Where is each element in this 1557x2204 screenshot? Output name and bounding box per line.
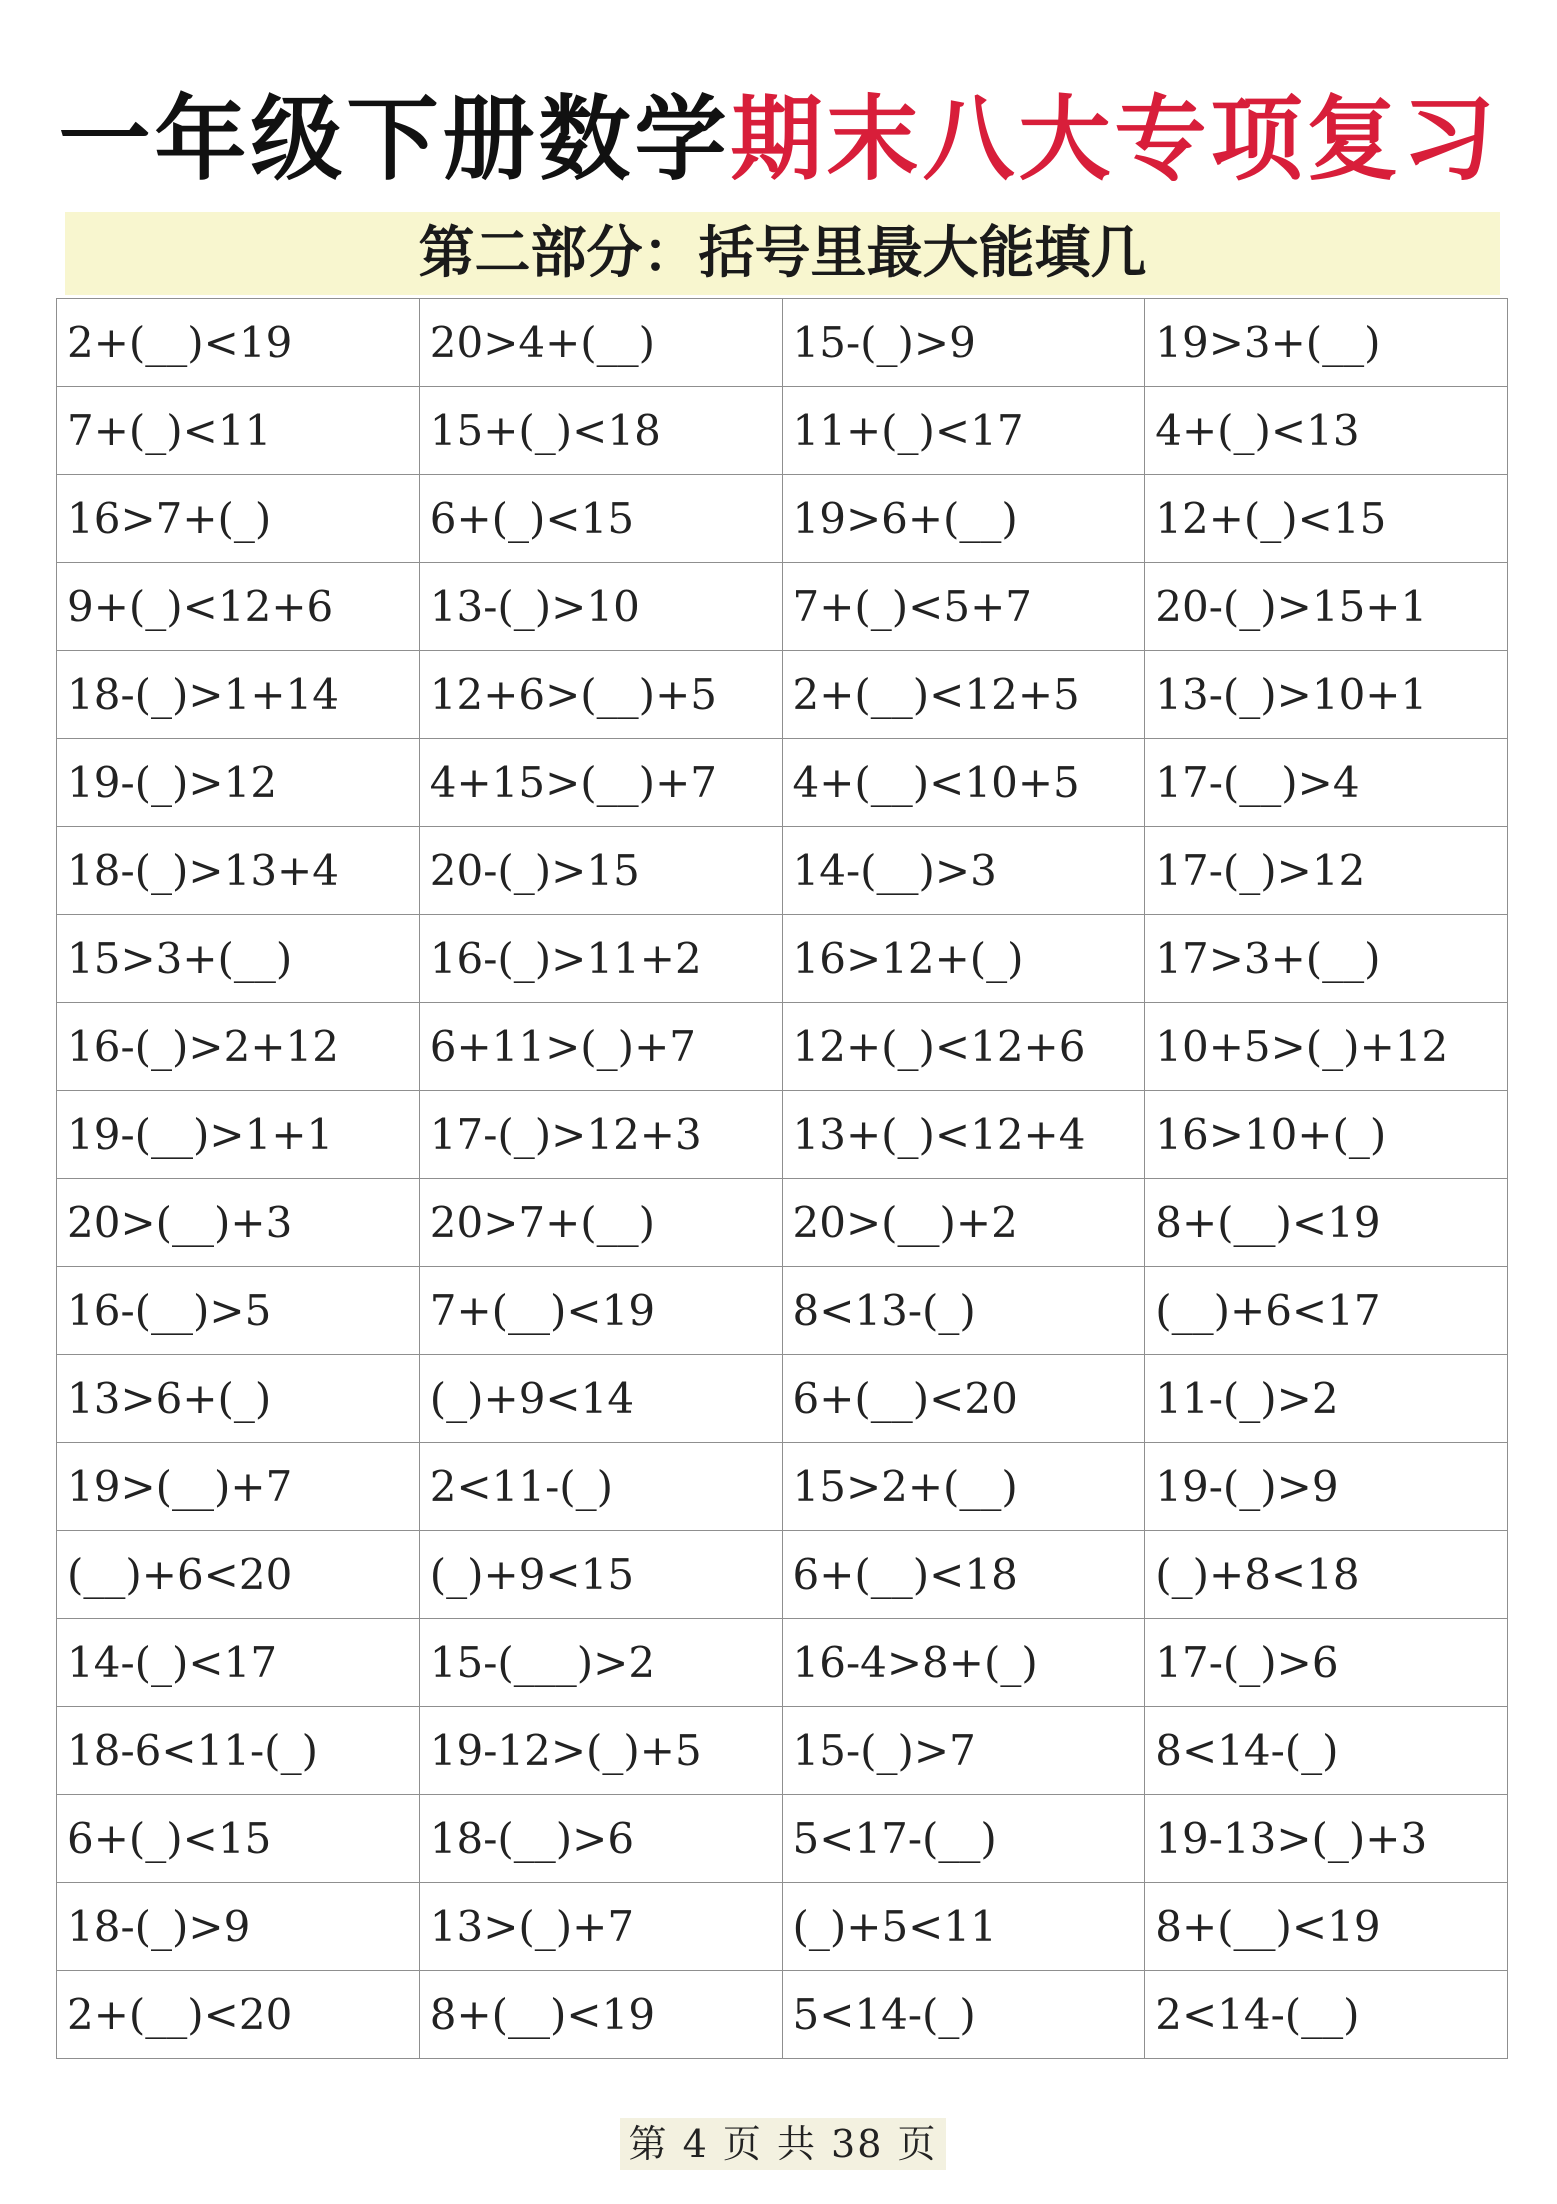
exercise-cell: 17-(_)>12+3	[419, 1091, 782, 1179]
exercise-cell: (_)+9<15	[419, 1531, 782, 1619]
exercise-cell: 20-(_)>15	[419, 827, 782, 915]
exercise-cell: 16-(_)>2+12	[57, 1003, 420, 1091]
exercise-cell: 6+(__)<18	[782, 1531, 1145, 1619]
exercise-cell: 17>3+(__)	[1145, 915, 1508, 1003]
exercise-cell: (_)+8<18	[1145, 1531, 1508, 1619]
exercise-cell: 8+(__)<19	[1145, 1179, 1508, 1267]
exercise-cell: 15>3+(__)	[57, 915, 420, 1003]
table-row	[57, 739, 1508, 827]
table-row	[57, 1707, 1508, 1795]
exercise-cell: 18-(_)>1+14	[57, 651, 420, 739]
exercise-cell: 4+15>(__)+7	[419, 739, 782, 827]
table-row	[57, 915, 1508, 1003]
exercise-cell: 11-(_)>2	[1145, 1355, 1508, 1443]
exercise-cell: 7+(_)<11	[57, 387, 420, 475]
exercise-cell: 12+(_)<15	[1145, 475, 1508, 563]
exercise-cell: 2+(__)<19	[57, 299, 420, 387]
exercise-cell: 20>4+(__)	[419, 299, 782, 387]
exercise-cell: 6+(_)<15	[419, 475, 782, 563]
exercise-cell: 20>(__)+3	[57, 1179, 420, 1267]
exercise-cell: 8<14-(_)	[1145, 1707, 1508, 1795]
exercise-cell: 8<13-(_)	[782, 1267, 1145, 1355]
exercise-cell: 13+(_)<12+4	[782, 1091, 1145, 1179]
exercise-cell: 19>6+(__)	[782, 475, 1145, 563]
exercise-cell: 15>2+(__)	[782, 1443, 1145, 1531]
table-row	[57, 563, 1508, 651]
exercise-cell: 16-4>8+(_)	[782, 1619, 1145, 1707]
table-row	[57, 387, 1508, 475]
exercise-cell: 16>7+(_)	[57, 475, 420, 563]
exercise-cell: 8+(__)<19	[419, 1971, 782, 2059]
exercise-cell: 16>12+(_)	[782, 915, 1145, 1003]
exercise-cell: 16>10+(_)	[1145, 1091, 1508, 1179]
exercise-cell: 18-(__)>6	[419, 1795, 782, 1883]
exercise-cell: (_)+9<14	[419, 1355, 782, 1443]
exercise-cell: 16-(_)>11+2	[419, 915, 782, 1003]
exercise-cell: 18-(_)>9	[57, 1883, 420, 1971]
exercise-cell: 14-(_)<17	[57, 1619, 420, 1707]
exercise-cell: 13>6+(_)	[57, 1355, 420, 1443]
exercise-cell: (__)+6<17	[1145, 1267, 1508, 1355]
exercise-cell: 6+(__)<20	[782, 1355, 1145, 1443]
exercise-cell: 13>(_)+7	[419, 1883, 782, 1971]
table-row	[57, 1355, 1508, 1443]
table-row	[57, 651, 1508, 739]
exercise-cell: 7+(_)<5+7	[782, 563, 1145, 651]
exercise-cell: 11+(_)<17	[782, 387, 1145, 475]
table-row	[57, 1179, 1508, 1267]
exercise-cell: (_)+5<11	[782, 1883, 1145, 1971]
table-row	[57, 827, 1508, 915]
table-row	[57, 1619, 1508, 1707]
exercise-cell: 15-(___)>2	[419, 1619, 782, 1707]
table-row	[57, 475, 1508, 563]
exercise-cell: 20-(_)>15+1	[1145, 563, 1508, 651]
title-black-part: 一年级下册数学	[58, 86, 731, 193]
exercise-cell: 17-(__)>4	[1145, 739, 1508, 827]
exercise-cell: 14-(__)>3	[782, 827, 1145, 915]
exercise-cell: 13-(_)>10	[419, 563, 782, 651]
exercise-cell: 6+11>(_)+7	[419, 1003, 782, 1091]
table-row	[57, 299, 1508, 387]
exercise-cell: 2+(__)<12+5	[782, 651, 1145, 739]
exercise-cell: 15-(_)>7	[782, 1707, 1145, 1795]
exercise-cell: 16-(__)>5	[57, 1267, 420, 1355]
exercise-cell: 19-(_)>9	[1145, 1443, 1508, 1531]
exercise-cell: 20>(__)+2	[782, 1179, 1145, 1267]
exercise-cell: 13-(_)>10+1	[1145, 651, 1508, 739]
exercise-cell: 2+(__)<20	[57, 1971, 420, 2059]
exercise-cell: 15+(_)<18	[419, 387, 782, 475]
table-row	[57, 1883, 1508, 1971]
section-subtitle: 第二部分：括号里最大能填几	[418, 221, 1147, 286]
page-title	[0, 80, 1557, 200]
exercise-cell: 12+(_)<12+6	[782, 1003, 1145, 1091]
exercise-cell: 18-6<11-(_)	[57, 1707, 420, 1795]
table-row	[57, 1971, 1508, 2059]
title-red-part: 期末八大专项复习	[730, 86, 1499, 193]
exercise-cell: 17-(_)>12	[1145, 827, 1508, 915]
table-row	[57, 1091, 1508, 1179]
exercise-cell: 5<14-(_)	[782, 1971, 1145, 2059]
exercise-cell: 2<14-(__)	[1145, 1971, 1508, 2059]
exercise-cell: 8+(__)<19	[1145, 1883, 1508, 1971]
exercise-cell: 17-(_)>6	[1145, 1619, 1508, 1707]
exercise-cell: 19-(__)>1+1	[57, 1091, 420, 1179]
exercise-cell: 4+(__)<10+5	[782, 739, 1145, 827]
exercise-cell: 19>3+(__)	[1145, 299, 1508, 387]
table-row	[57, 1267, 1508, 1355]
exercise-cell: 19-13>(_)+3	[1145, 1795, 1508, 1883]
table-row	[57, 1003, 1508, 1091]
exercise-cell: 5<17-(__)	[782, 1795, 1145, 1883]
exercise-cell: 2<11-(_)	[419, 1443, 782, 1531]
table-row	[57, 1443, 1508, 1531]
page-number: 第 4 页 共 38 页	[620, 2118, 946, 2170]
exercise-cell: 10+5>(_)+12	[1145, 1003, 1508, 1091]
exercise-cell: 12+6>(__)+5	[419, 651, 782, 739]
exercise-cell: 7+(__)<19	[419, 1267, 782, 1355]
exercise-cell: (__)+6<20	[57, 1531, 420, 1619]
table-row	[57, 1795, 1508, 1883]
exercise-cell: 4+(_)<13	[1145, 387, 1508, 475]
exercise-cell: 9+(_)<12+6	[57, 563, 420, 651]
exercise-table	[56, 298, 1508, 2059]
exercise-cell: 6+(_)<15	[57, 1795, 420, 1883]
exercise-cell: 19-12>(_)+5	[419, 1707, 782, 1795]
exercise-cell: 20>7+(__)	[419, 1179, 782, 1267]
exercise-cell: 18-(_)>13+4	[57, 827, 420, 915]
exercise-cell: 19>(__)+7	[57, 1443, 420, 1531]
exercise-cell: 19-(_)>12	[57, 739, 420, 827]
exercise-cell: 15-(_)>9	[782, 299, 1145, 387]
table-row	[57, 1531, 1508, 1619]
